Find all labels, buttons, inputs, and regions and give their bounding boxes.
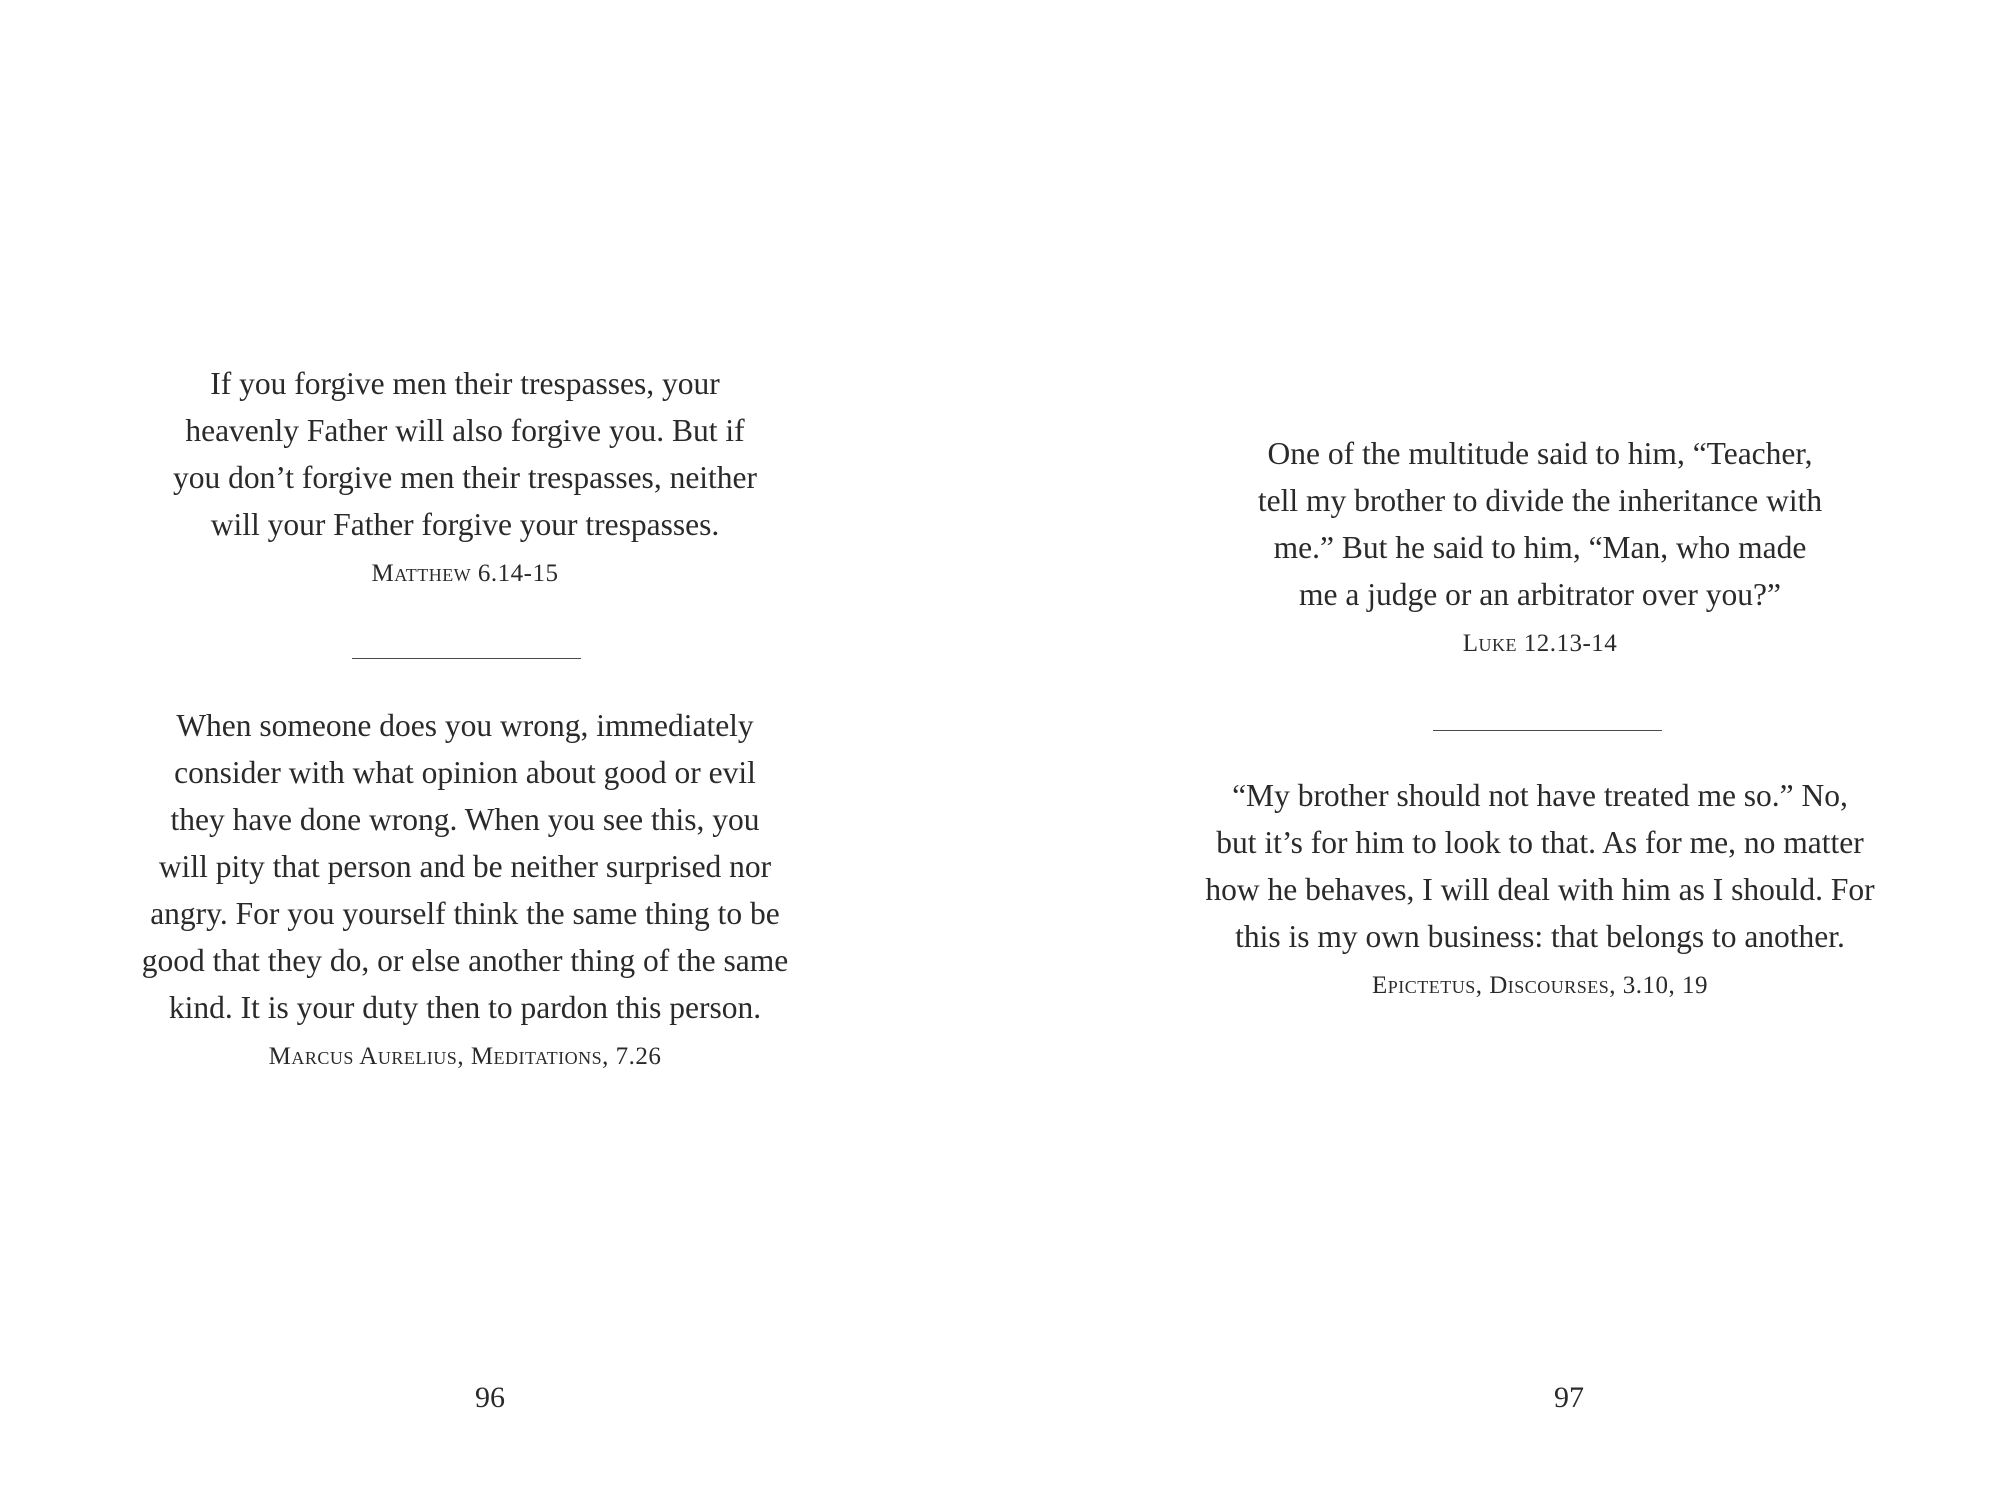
quote-line: If you forgive men their trespasses, your xyxy=(210,366,720,401)
quote-matthew xyxy=(0,360,930,591)
quote-epictetus xyxy=(1170,772,1910,1003)
quote-line: good that they do, or else another thing of the same xyxy=(141,943,789,978)
quote-line: will your Father forgive your trespasses. xyxy=(210,507,720,542)
quote-line: One of the multitude said to him, “Teacher, xyxy=(1267,436,1813,471)
quote-line: they have done wrong. When you see this, you xyxy=(170,802,760,837)
right-page xyxy=(1000,0,2000,1500)
quote-line: heavenly Father will also forgive you. But if xyxy=(185,413,745,448)
quote-line: consider with what opinion about good or evil xyxy=(174,755,756,790)
section-divider xyxy=(1433,730,1662,731)
quote-marcus-aurelius xyxy=(0,702,930,1074)
quote-text xyxy=(1170,772,1910,960)
quote-line: this is my own business: that belongs to another. xyxy=(1235,919,1845,954)
quote-text xyxy=(0,360,930,548)
quote-line: me a judge or an arbitrator over you?” xyxy=(1299,577,1781,612)
quote-line: will pity that person and be neither surprised nor xyxy=(158,849,772,884)
citation: Marcus Aurelius, Meditations, 7.26 xyxy=(268,1043,662,1070)
quote-line: “My brother should not have treated me so.” No, xyxy=(1232,778,1848,813)
quote-line: When someone does you wrong, immediately xyxy=(176,708,754,743)
page-number: 97 xyxy=(1554,1381,1584,1414)
citation: Luke 12.13-14 xyxy=(1462,630,1618,657)
section-divider xyxy=(352,658,581,659)
quote-line: but it’s for him to look to that. As for me, no matter xyxy=(1216,825,1864,860)
citation: Epictetus, Discourses, 3.10, 19 xyxy=(1371,972,1709,999)
quote-luke xyxy=(1170,430,1910,661)
quote-line: me.” But he said to him, “Man, who made xyxy=(1273,530,1807,565)
page-number: 96 xyxy=(475,1381,505,1414)
quote-text xyxy=(1170,430,1910,618)
quote-line: tell my brother to divide the inheritance with xyxy=(1257,483,1823,518)
quote-text xyxy=(0,702,930,1031)
quote-line: kind. It is your duty then to pardon this person. xyxy=(168,990,762,1025)
quote-line: angry. For you yourself think the same thing to be xyxy=(150,896,780,931)
quote-line: how he behaves, I will deal with him as I should. For xyxy=(1205,872,1875,907)
citation: Matthew 6.14-15 xyxy=(371,560,559,587)
quote-line: you don’t forgive men their trespasses, neither xyxy=(172,460,758,495)
